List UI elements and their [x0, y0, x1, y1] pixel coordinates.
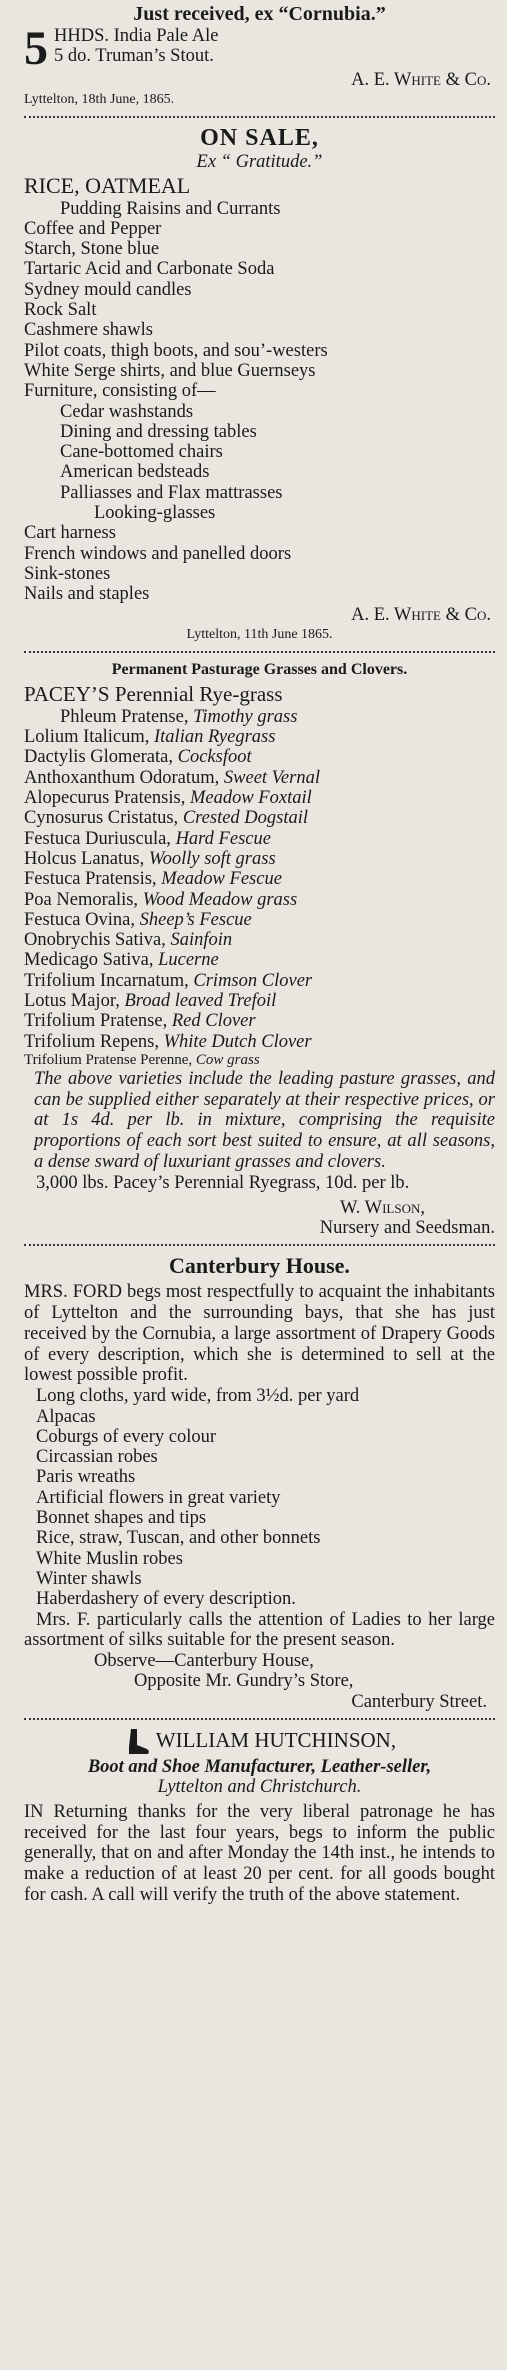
- ad-pasturage-first: PACEY’S Perennial Rye-grass: [24, 681, 283, 706]
- list-item: Festuca Ovina, Sheep’s Fescue: [24, 909, 252, 930]
- list-item: Rock Salt: [24, 300, 97, 321]
- ad-canterbury-closing: Mrs. F. particularly calls the attention of Ladies to her large assortment of silks suitable for the present season.: [24, 1609, 495, 1651]
- list-item: White Muslin robes: [36, 1548, 183, 1569]
- list-item: Poa Nemoralis, Wood Meadow grass: [24, 889, 298, 910]
- list-item: Pudding Raisins and Currants: [60, 198, 281, 219]
- ad-pasturage-offer: 3,000 lbs. Pacey’s Perennial Ryegrass, 10d. per lb.: [36, 1172, 410, 1193]
- list-item: Cart harness: [24, 523, 116, 544]
- list-item: Winter shawls: [36, 1568, 142, 1589]
- ad-cornubia-line1: HHDS. India Pale Ale: [54, 26, 219, 46]
- ad-pasturage-grass-list: [24, 707, 495, 1069]
- ad-on-sale-heading: ON SALE,: [200, 125, 319, 152]
- ad-hutchinson-body: IN Returning thanks for the very liberal patronage he has received for the last four years, begs to inform the public generally, that on and after Monday the 14th inst., he intends to make a reduction of at least 20 per cent. for all goods bought for cash. A call will verify the truth of the above statement.: [24, 1801, 495, 1905]
- list-item: Long cloths, yard wide, from 3½d. per yard: [36, 1386, 360, 1407]
- ad-canterbury-observe2: Opposite Mr. Gundry’s Store,: [134, 1671, 354, 1692]
- ad-hutchinson-name: WILLIAM HUTCHINSON,: [155, 1727, 397, 1752]
- list-item: Coffee and Pepper: [24, 218, 162, 239]
- list-item: Cashmere shawls: [24, 320, 153, 341]
- list-item: White Serge shirts, and blue Guernseys: [24, 360, 316, 381]
- divider: [24, 1718, 495, 1720]
- ad-canterbury-items: [24, 1386, 495, 1609]
- ad-canterbury-observe: Observe—Canterbury House,: [94, 1651, 314, 1672]
- list-item: Trifolium Pratense Perenne, Cow grass: [24, 1051, 260, 1068]
- ad-on-sale-subheading: Ex “ Gratitude.”: [196, 152, 323, 173]
- ad-cornubia: [24, 0, 495, 110]
- list-item: Onobrychis Sativa, Sainfoin: [24, 930, 233, 951]
- ad-pasturage-signature2: Nursery and Seedsman.: [319, 1217, 495, 1238]
- list-item: Bonnet shapes and tips: [36, 1508, 207, 1529]
- ad-canterbury-house: [24, 1252, 495, 1712]
- list-item: Medicago Sativa, Lucerne: [24, 950, 219, 971]
- ad-hutchinson: [24, 1726, 495, 1906]
- list-item: Holcus Lanatus, Woolly soft grass: [24, 848, 276, 869]
- divider: [24, 651, 495, 653]
- list-item: American bedsteads: [60, 462, 210, 483]
- ad-on-sale-signature: A. E. White & Co.: [351, 604, 491, 625]
- ad-canterbury-observe3: Canterbury Street.: [351, 1691, 487, 1712]
- list-item: Alopecurus Pratensis, Meadow Foxtail: [24, 788, 312, 809]
- list-item: Circassian robes: [36, 1447, 158, 1468]
- ad-cornubia-line2: 5 do. Truman’s Stout.: [54, 46, 214, 67]
- ad-hutchinson-trade: Boot and Shoe Manufacturer, Leather-seller,: [87, 1757, 432, 1778]
- divider: [24, 1244, 495, 1246]
- ad-hutchinson-place: Lyttelton and Christchurch.: [157, 1777, 362, 1798]
- list-item: Sydney mould candles: [24, 279, 192, 300]
- boot-icon: [123, 1727, 151, 1757]
- list-item: Anthoxanthum Odoratum, Sweet Vernal: [24, 767, 320, 788]
- list-item: Festuca Pratensis, Meadow Fescue: [24, 869, 282, 890]
- list-item: Cane-bottomed chairs: [60, 442, 223, 463]
- list-item: French windows and panelled doors: [24, 543, 292, 564]
- list-item: Cynosurus Cristatus, Crested Dogstail: [24, 808, 309, 829]
- list-item: Phleum Pratense, Timothy grass: [60, 706, 298, 727]
- list-item: Alpacas: [36, 1406, 96, 1427]
- list-item: Dactylis Glomerata, Cocksfoot: [24, 747, 252, 768]
- list-item: Nails and staples: [24, 584, 150, 605]
- list-item: Furniture, consisting of—: [24, 381, 216, 402]
- ad-on-sale: [24, 124, 495, 645]
- list-item: RICE, OATMEAL: [24, 172, 191, 198]
- ad-pasturage-note: The above varieties include the leading pasture grasses, and can be supplied either separately at their respective prices, or at 1s 4d. per lb. in mixture, comprising the requisite proportions of each sort best suited to ensure, at all seasons, a dense sward of luxuriant grasses and clovers.: [34, 1068, 495, 1173]
- list-item: Palliasses and Flax mattrasses: [60, 482, 283, 503]
- list-item: Coburgs of every colour: [36, 1426, 216, 1447]
- list-item: Tartaric Acid and Carbonate Soda: [24, 259, 275, 280]
- list-item: Artificial flowers in great variety: [36, 1487, 281, 1508]
- ad-cornubia-signature: A. E. White & Co.: [351, 70, 491, 90]
- list-item: Pilot coats, thigh boots, and sou’-westers: [24, 340, 328, 361]
- list-item: Lotus Major, Broad leaved Trefoil: [24, 990, 277, 1011]
- list-item: Trifolium Pratense, Red Clover: [24, 1011, 256, 1032]
- list-item: Festuca Duriuscula, Hard Fescue: [24, 828, 271, 849]
- list-item: Lolium Italicum, Italian Ryegrass: [24, 727, 276, 748]
- ad-pasturage-signature: W. Wilson,: [339, 1197, 425, 1218]
- ad-cornubia-big-numeral: 5: [24, 26, 48, 70]
- ad-cornubia-heading: Just received, ex “Cornubia.”: [133, 3, 386, 25]
- list-item: Haberdashery of every description.: [36, 1589, 296, 1610]
- list-item: Sink-stones: [24, 563, 111, 584]
- ad-on-sale-date: Lyttelton, 11th June 1865.: [186, 626, 333, 642]
- list-item: Dining and dressing tables: [60, 421, 257, 442]
- ad-canterbury-intro: MRS. FORD begs most respectfully to acquaint the inhabitants of Lyttelton and the surrounding bays, that she has just received by the Cornubia, a large assortment of Drapery Goods of every description, which she is determined to sell at the lowest possible profit.: [24, 1282, 495, 1386]
- ad-hutchinson-name-row: [24, 1726, 495, 1757]
- list-item: Looking-glasses: [94, 503, 216, 524]
- list-item: Paris wreaths: [36, 1467, 136, 1488]
- list-item: Starch, Stone blue: [24, 239, 160, 260]
- list-item: Trifolium Repens, White Dutch Clover: [24, 1031, 312, 1052]
- ad-pasturage-heading: Permanent Pasturage Grasses and Clovers.: [111, 660, 408, 678]
- list-item: Cedar washstands: [60, 401, 194, 422]
- ad-canterbury-heading: Canterbury House.: [169, 1253, 350, 1279]
- list-item: Trifolium Incarnatum, Crimson Clover: [24, 970, 313, 991]
- ad-on-sale-items: [24, 173, 495, 605]
- list-item: Rice, straw, Tuscan, and other bonnets: [36, 1528, 321, 1549]
- ad-cornubia-date: Lyttelton, 18th June, 1865.: [24, 92, 175, 108]
- ad-pasturage: [24, 659, 495, 1238]
- divider: [24, 116, 495, 118]
